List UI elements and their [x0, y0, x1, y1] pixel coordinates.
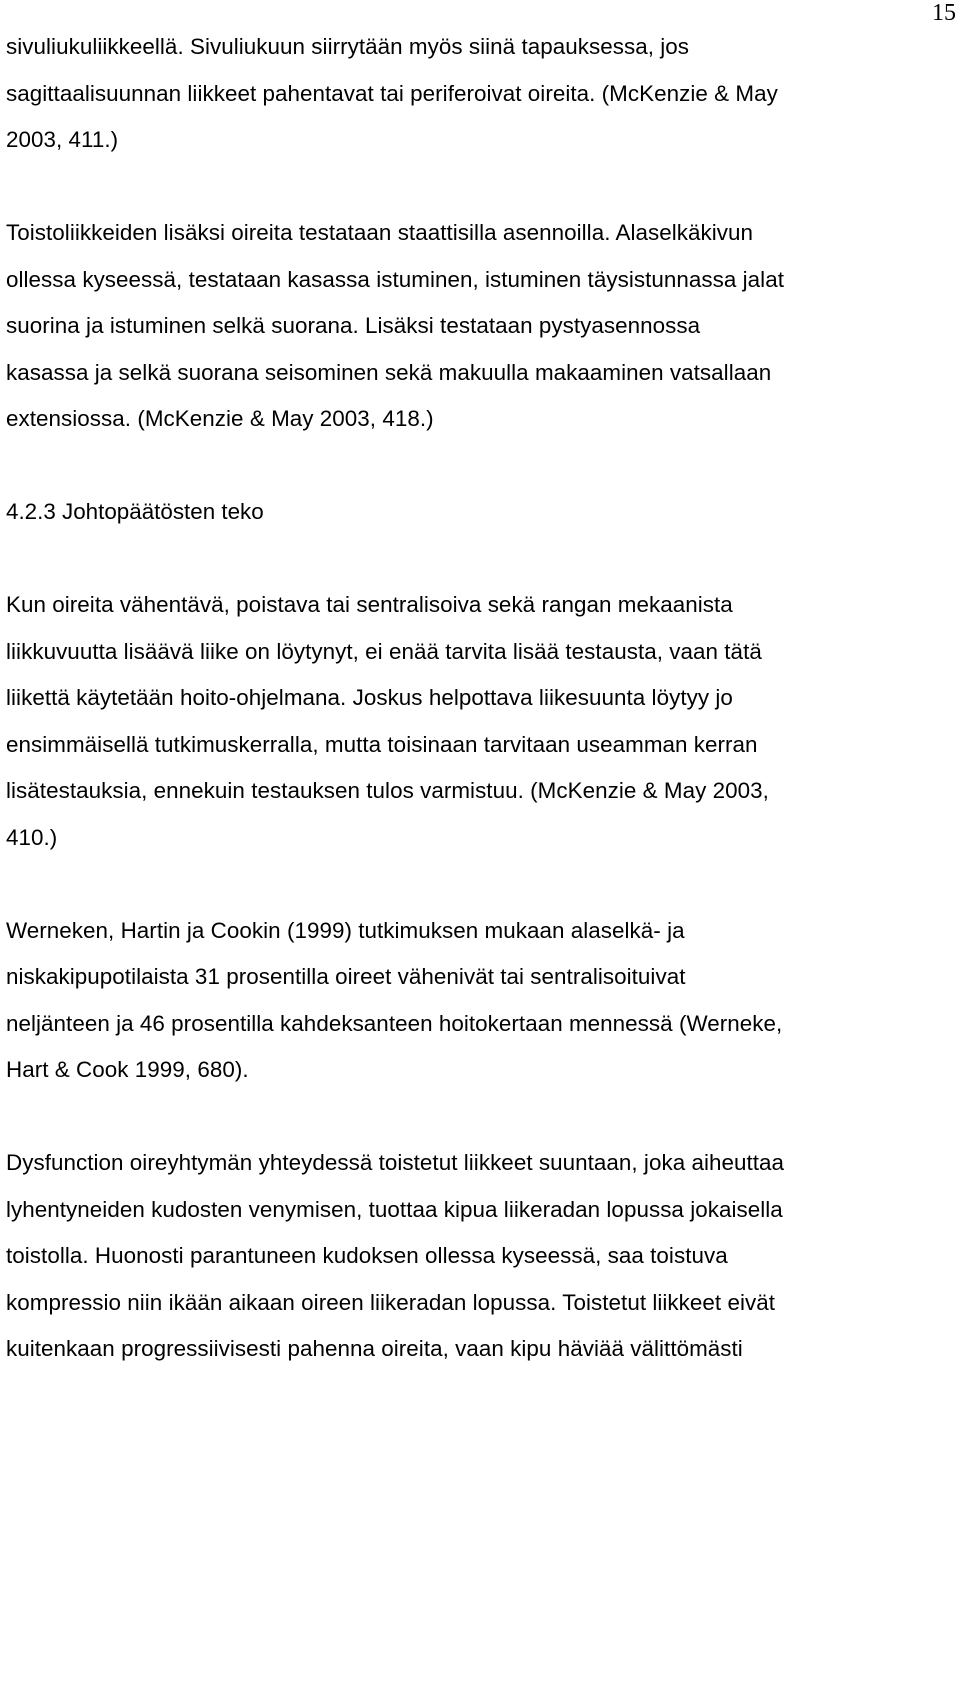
paragraph — [6, 24, 956, 164]
text-line: Hart & Cook 1999, 680). — [6, 1057, 249, 1082]
text-line: sagittaalisuunnan liikkeet pahentavat tai periferoivat oireita. (McKenzie & May — [6, 80, 778, 106]
text-line: extensiossa. (McKenzie & May 2003, 418.) — [6, 406, 434, 431]
paragraph — [6, 210, 956, 443]
paragraph-gap — [6, 1094, 956, 1141]
paragraph-gap — [6, 861, 956, 908]
text-line: liikkuvuutta lisäävä liike on löytynyt, ei enää tarvita lisää testausta, vaan tätä — [6, 638, 762, 664]
text-line: Werneken, Hartin ja Cookin (1999) tutkimuksen mukaan alaselkä- ja — [6, 917, 685, 943]
text-line: toistolla. Huonosti parantuneen kudoksen ollessa kyseessä, saa toistuva — [6, 1243, 728, 1268]
text-line: ensimmäisellä tutkimuskerralla, mutta toisinaan tarvitaan useamman kerran — [6, 731, 758, 757]
text-line: kasassa ja selkä suorana seisominen sekä makuulla makaaminen vatsallaan — [6, 359, 772, 385]
text-line: 410.) — [6, 824, 58, 850]
text-line: Toistoliikkeiden lisäksi oireita testataan staattisilla asennoilla. Alaselkäkivun — [6, 220, 754, 245]
text-line: niskakipupotilaista 31 prosentilla oireet vähenivät tai sentralisoituivat — [6, 964, 686, 989]
text-line: liikettä käytetään hoito-ohjelmana. Joskus helpottava liikesuunta löytyy jo — [6, 685, 733, 710]
text-line: Dysfunction oireyhtymän yhteydessä toistetut liikkeet suuntaan, joka aiheuttaa — [6, 1150, 785, 1175]
section-heading: 4.2.3 Johtopäätösten teko — [6, 499, 264, 524]
paragraph-gap — [6, 536, 956, 583]
paragraph-gap — [6, 164, 956, 211]
text-line: sivuliukuliikkeellä. Sivuliukuun siirrytään myös siinä tapauksessa, jos — [6, 34, 690, 59]
text-line: lisätestauksia, ennekuin testauksen tulos varmistuu. (McKenzie & May 2003, — [6, 778, 769, 803]
text-line: lyhentyneiden kudosten venymisen, tuottaa kipua liikeradan lopussa jokaisella — [6, 1196, 783, 1222]
paragraph — [6, 908, 956, 1094]
paragraph-gap — [6, 443, 956, 490]
text-line: kompressio niin ikään aikaan oireen liikeradan lopussa. Toistetut liikkeet eivät — [6, 1289, 776, 1315]
text-line: ollessa kyseessä, testataan kasassa istuminen, istuminen täysistunnassa jalat — [6, 266, 784, 292]
text-line: kuitenkaan progressiivisesti pahenna oireita, vaan kipu häviää välittömästi — [6, 1336, 743, 1361]
text-line: suorina ja istuminen selkä suorana. Lisäksi testataan pystyasennossa — [6, 313, 701, 338]
text-line: neljänteen ja 46 prosentilla kahdeksanteen hoitokertaan mennessä (Werneke, — [6, 1010, 783, 1036]
text-line: 2003, 411.) — [6, 127, 119, 152]
paragraph — [6, 1140, 956, 1373]
page-number: 15 — [932, 0, 956, 26]
document-body — [6, 24, 956, 1373]
text-line: Kun oireita vähentävä, poistava tai sentralisoiva sekä rangan mekaanista — [6, 592, 733, 617]
paragraph — [6, 582, 956, 861]
